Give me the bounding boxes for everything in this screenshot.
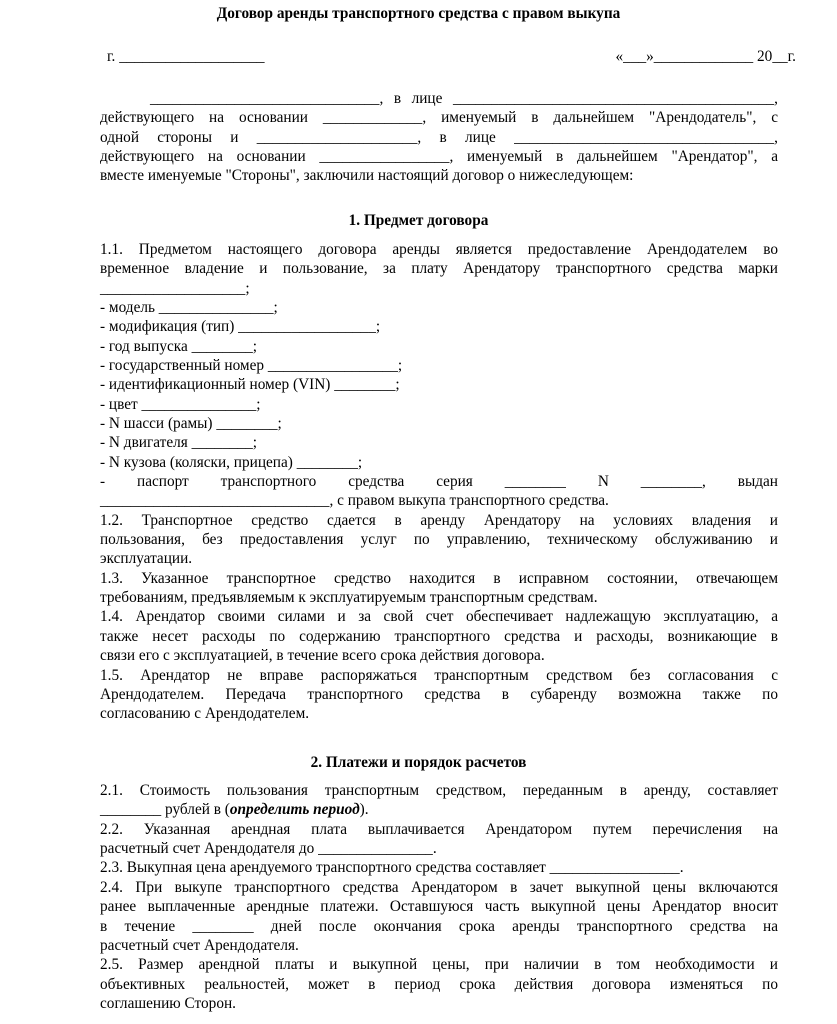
clause-line: ранее выплаченные арендные платежи. Оставшуюся часть выкупной цены Арендатор вносит <box>100 898 778 915</box>
clause-line: объективных реальностей, может в период срока действия договора изменяться по <box>100 976 778 993</box>
vehicle-field: - N двигателя ________; <box>100 434 258 451</box>
clause-line: эксплуатации. <box>100 550 193 567</box>
clause-line: ______________________________, с правом выкупа транспортного средства. <box>100 492 609 509</box>
fill-in-hint: определить период <box>229 801 360 818</box>
date-line: «___»_____________ 20__г. <box>615 48 796 65</box>
parties-line: действующего на основании _________________, именуемый в дальнейшем "Арендатор", а <box>100 148 778 165</box>
clause-line: также несет расходы по содержанию транспортного средства и расходы, возникающие в <box>100 628 778 645</box>
clause-line: временное владение и пользование, за плату Арендатору транспортного средства марки <box>100 260 778 277</box>
section-heading: 1. Предмет договора <box>348 212 489 229</box>
clause-line: расчетный счет Арендодателя. <box>100 937 299 954</box>
clause-line: согласованию с Арендодателем. <box>100 705 310 722</box>
clause-line: 1.4. Арендатор своими силами и за свой счет обеспечивает надлежащую эксплуатацию, а <box>100 608 778 625</box>
clause-line: пользования, без предоставления услуг по управлению, техническому обслуживанию и <box>100 531 778 548</box>
clause-line: 1.3. Указанное транспортное средство находится в исправном состоянии, отвечающем <box>100 570 778 587</box>
vehicle-field: - N кузова (коляски, прицепа) ________; <box>100 454 363 471</box>
vehicle-field: - идентификационный номер (VIN) ________; <box>100 376 400 393</box>
clause-line: 1.1. Предметом настоящего договора аренды является предоставление Арендодателем во <box>100 241 778 258</box>
parties-line: ______________________________, в лице __________________________________________, <box>150 90 778 107</box>
clause-line: 2.2. Указанная арендная плата выплачивается Арендатором путем перечисления на <box>100 821 778 838</box>
clause-line: 2.1. Стоимость пользования транспортным средством, переданным в аренду, составляет <box>100 782 778 799</box>
clause-line: в течение ________ дней после окончания срока аренды транспортного средства на <box>100 918 778 935</box>
clause-line: расчетный счет Арендодателя до _______________. <box>100 840 437 857</box>
vehicle-field: - модификация (тип) __________________; <box>100 318 381 335</box>
clause-line: 2.4. При выкупе транспортного средства Арендатором в зачет выкупной цены включаются <box>100 879 778 896</box>
clause-text: ). <box>359 801 369 818</box>
clause-line: 2.5. Размер арендной платы и выкупной цены, при наличии в том необходимости и <box>100 956 778 973</box>
clause-line: ___________________; <box>100 280 250 297</box>
section-heading: 2. Платежи и порядок расчетов <box>310 754 527 771</box>
vehicle-field: - модель _______________; <box>100 299 278 316</box>
parties-line: действующего на основании _____________, именуемый в дальнейшем "Арендодатель", с <box>100 109 778 126</box>
vehicle-field: - N шасси (рамы) ________; <box>100 415 282 432</box>
vehicle-field: - год выпуска ________; <box>100 338 258 355</box>
clause-text: ________ рублей в ( <box>100 801 230 818</box>
vehicle-field: - цвет _______________; <box>100 396 261 413</box>
clause-line: требованиям, предъявляемым к эксплуатируемым транспортным средствам. <box>100 589 598 606</box>
city-line: г. ___________________ <box>107 48 265 65</box>
clause-line: 2.3. Выкупная цена арендуемого транспортного средства составляет _________________. <box>100 859 684 876</box>
clause-line: связи его с эксплуатацией, в течение всего срока действия договора. <box>100 647 545 664</box>
parties-line: вместе именуемые "Стороны", заключили настоящий договор о нижеследующем: <box>100 167 634 184</box>
document-title: Договор аренды транспортного средства с правом выкупа <box>216 5 621 22</box>
clause-line: 1.5. Арендатор не вправе распоряжаться транспортным средством без согласования с <box>100 667 778 684</box>
clause-line: 1.2. Транспортное средство сдается в аренду Арендатору на условиях владения и <box>100 512 778 529</box>
vehicle-field: - паспорт транспортного средства серия ________ N ________, выдан <box>100 473 778 490</box>
clause-line: Арендодателем. Передача транспортного средства в субаренду возможна также по <box>100 686 778 703</box>
parties-line: одной стороны и _____________________, в лице __________________________________, <box>100 129 778 146</box>
vehicle-field: - государственный номер _________________; <box>100 357 403 374</box>
clause-line <box>100 800 778 819</box>
clause-line: соглашению Сторон. <box>100 995 236 1012</box>
